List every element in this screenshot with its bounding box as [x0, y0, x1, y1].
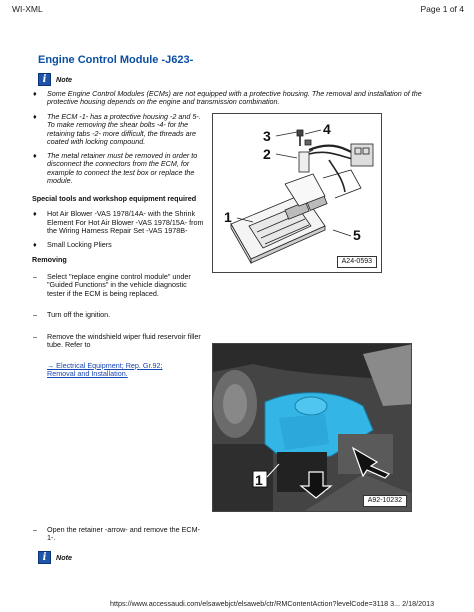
callout-4: 4 — [323, 121, 331, 137]
removing-heading: Removing — [32, 255, 67, 265]
electrical-equipment-link[interactable]: → Electrical Equipment; Rep. Gr.92; Removal and Installation. — [47, 360, 163, 379]
tool-item-text: Hot Air Blower -VAS 1978/14A- with the Shrink Element For Hot Air Blower -VAS 1978/15A- from the Wiring Harness Repair Set -VAS 1978B- — [47, 209, 204, 236]
header-app-title: WI-XML — [12, 4, 43, 14]
note-item-text: Some Engine Control Modules (ECMs) are not equipped with a protective housing. The removal and installation of the protective housing depends on the engine and transmission combination. — [47, 89, 422, 107]
page-title: Engine Control Module -J623- — [38, 54, 194, 66]
tool-item — [32, 210, 204, 235]
ecm-exploded-diagram — [213, 114, 382, 273]
tools-heading: Special tools and workshop equipment required — [32, 193, 197, 203]
diamond-bullet-icon: ♦ — [33, 112, 37, 121]
engine-bay-photo — [213, 344, 412, 512]
dash-bullet-icon: – — [33, 271, 37, 281]
step-item — [32, 311, 204, 319]
step-item — [32, 526, 204, 543]
tool-item-text: Small Locking Pliers — [47, 239, 112, 249]
note-item — [32, 90, 437, 107]
step-text: Remove the windshield wiper fluid reservoir filler tube. Refer to — [47, 331, 201, 350]
note-icon: i — [38, 73, 51, 86]
callout-1: 1 — [255, 472, 263, 488]
step-text: Turn off the ignition. — [47, 310, 111, 320]
ecm-installed-photo — [212, 343, 412, 512]
note-first-item-block — [32, 90, 437, 112]
footer-url: https://www.accessaudi.com/elsawebjct/elsaweb/ctr/RMContentAction?levelCode=3118 3... 2/18/2013 — [110, 599, 435, 608]
note-label: Note — [56, 553, 72, 562]
note-icon: i — [38, 551, 51, 564]
step-text: Select "replace engine control module" under "Guided Functions" in the vehicle diagnostic tester if the ECM is being replaced. — [47, 271, 191, 298]
dash-bullet-icon: – — [33, 525, 37, 534]
diamond-bullet-icon: ♦ — [33, 150, 37, 160]
figure-id-label: A92-10232 — [363, 495, 407, 507]
step-text: Open the retainer -arrow- and remove the ECM-1-. — [47, 525, 200, 543]
dash-bullet-icon: – — [33, 310, 37, 320]
header-page-number: Page 1 of 4 — [420, 4, 464, 14]
final-step-block — [32, 526, 204, 548]
step-item — [32, 333, 204, 350]
diamond-bullet-icon: ♦ — [33, 239, 37, 249]
note-item-text: The ECM -1- has a protective housing -2 and 5-. To make removing the shear bolts -4- for the retaining tabs -2- more difficult, the threads are coated with locking compound. — [47, 112, 201, 147]
dash-bullet-icon: – — [33, 331, 37, 341]
callout-1: 1 — [224, 209, 232, 225]
callout-2: 2 — [263, 146, 271, 162]
note-item-text: The metal retainer must be removed in order to disconnect the connectors from the ECM, for example to connect the test box or replace the module. — [47, 150, 198, 186]
diamond-bullet-icon: ♦ — [33, 89, 37, 98]
tool-item — [32, 241, 204, 249]
note-item — [32, 113, 204, 147]
left-column — [32, 113, 204, 379]
note-label: Note — [56, 75, 72, 84]
callout-5: 5 — [353, 227, 361, 243]
note-item — [32, 152, 204, 186]
ecm-housing-figure — [212, 113, 382, 273]
step-item — [32, 273, 204, 298]
callout-3: 3 — [263, 128, 271, 144]
diamond-bullet-icon: ♦ — [33, 209, 37, 219]
figure-id-label: A24-0593 — [337, 256, 377, 268]
